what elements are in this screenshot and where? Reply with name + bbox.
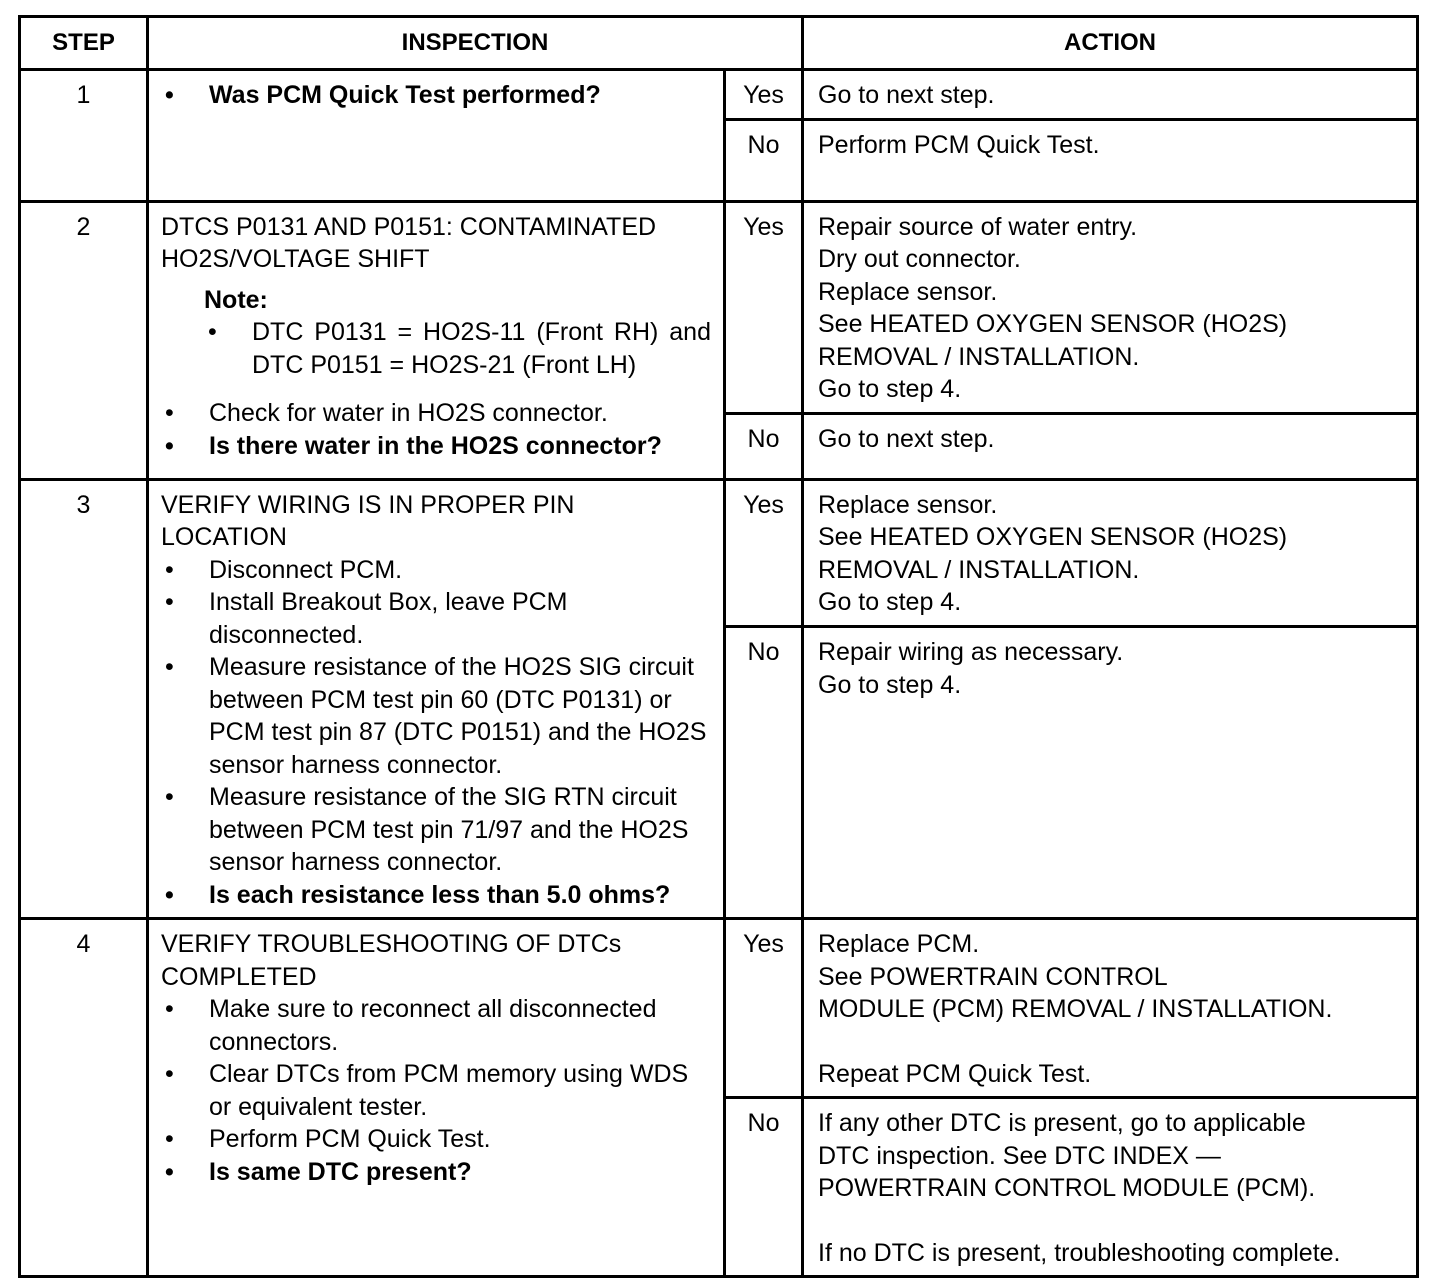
action-line: Go to step 4. — [818, 375, 962, 403]
action-line: See POWERTRAIN CONTROL — [818, 962, 1168, 991]
action-line: If no DTC is present, troubleshooting complete. — [818, 1238, 1341, 1267]
inspection-bullet: • Perform PCM Quick Test. — [161, 1123, 711, 1156]
step-number: 4 — [20, 919, 148, 1277]
spacer — [818, 1026, 1404, 1058]
title-line: COMPLETED — [161, 962, 317, 991]
step-2-yes-action — [803, 201, 1418, 413]
inspection-bullet: • Make sure to reconnect all disconnected connectors. — [161, 993, 711, 1058]
title-line: VERIFY TROUBLESHOOTING OF DTCs — [161, 930, 622, 958]
action-line: Go to step 4. — [818, 670, 962, 699]
no-label: No — [725, 413, 803, 479]
step-1-no-action — [803, 119, 1418, 201]
action-line: Replace sensor. — [818, 490, 998, 519]
action-line: MODULE (PCM) REMOVAL / INSTALLATION. — [818, 995, 1333, 1023]
header-step: STEP — [20, 17, 148, 70]
note-item: • DTC P0131 = HO2S-11 (Front RH) and DTC P0151 = HO2S-21 (Front LH) — [204, 316, 711, 381]
title-line: HO2S/VOLTAGE SHIFT — [161, 245, 430, 273]
yes-label: Yes — [725, 479, 803, 627]
yes-label: Yes — [725, 201, 803, 413]
inspection-bullet: • Measure resistance of the HO2S SIG circuit between PCM test pin 60 (DTC P0131) or PCM test pin 87 (DTC P0151) and the HO2S sensor harness connector. — [161, 651, 711, 781]
yes-label: Yes — [725, 70, 803, 120]
action-line: Repair wiring as necessary. — [818, 638, 1124, 667]
title-line: DTCS P0131 AND P0151: CONTAMINATED — [161, 212, 657, 241]
action-line: See HEATED OXYGEN SENSOR (HO2S) — [818, 310, 1288, 338]
action-line: Replace PCM. — [818, 930, 980, 958]
step-2-inspection — [148, 201, 725, 479]
inspection-bullet: • Measure resistance of the SIG RTN circuit between PCM test pin 71/97 and the HO2S sensor harness connector. — [161, 781, 711, 879]
header-action: ACTION — [803, 17, 1418, 70]
step-1-yes-row — [20, 70, 1418, 120]
title-line: VERIFY WIRING IS IN PROPER PIN — [161, 490, 575, 519]
step-3-yes-action — [803, 479, 1418, 627]
inspection-bullet: • Is each resistance less than 5.0 ohms? — [161, 879, 711, 912]
inspection-bullet: • Was PCM Quick Test performed? — [161, 79, 711, 112]
step-3-yes-row — [20, 479, 1418, 627]
note-label: Note: — [204, 285, 268, 314]
no-label: No — [725, 627, 803, 919]
step-3-no-action — [803, 627, 1418, 919]
step-number: 3 — [20, 479, 148, 919]
inspection-bullet: • Is same DTC present? — [161, 1156, 711, 1189]
action-line: POWERTRAIN CONTROL MODULE (PCM). — [818, 1174, 1316, 1202]
title-line: LOCATION — [161, 523, 287, 551]
action-line: Perform PCM Quick Test. — [818, 130, 1100, 159]
yes-label: Yes — [725, 919, 803, 1098]
step-4-yes-action — [803, 919, 1418, 1098]
inspection-bullet: • Install Breakout Box, leave PCM disconnected. — [161, 586, 711, 651]
inspection-bullet: • Check for water in HO2S connector. — [161, 397, 711, 430]
step-number: 2 — [20, 201, 148, 479]
action-line: Dry out connector. — [818, 245, 1021, 273]
action-line: Repair source of water entry. — [818, 212, 1138, 241]
action-line: Go to step 4. — [818, 588, 962, 616]
step-1-yes-action — [803, 70, 1418, 120]
no-label: No — [725, 1098, 803, 1277]
inspection-bullet: • Disconnect PCM. — [161, 554, 711, 587]
step-4-no-action — [803, 1098, 1418, 1277]
header-inspection: INSPECTION — [148, 17, 803, 70]
step-1-inspection — [148, 70, 725, 202]
inspection-bullet: • Clear DTCs from PCM memory using WDS or equivalent tester. — [161, 1058, 711, 1123]
spacer — [818, 1205, 1404, 1237]
action-line: Go to next step. — [818, 81, 995, 109]
spacer — [161, 381, 711, 397]
step-4-yes-row — [20, 919, 1418, 1098]
action-line: REMOVAL / INSTALLATION. — [818, 342, 1140, 371]
action-line: DTC inspection. See DTC INDEX — — [818, 1141, 1221, 1170]
step-4-inspection — [148, 919, 725, 1277]
step-number: 1 — [20, 70, 148, 202]
action-line: See HEATED OXYGEN SENSOR (HO2S) — [818, 523, 1288, 551]
step-3-inspection — [148, 479, 725, 919]
troubleshooting-table — [18, 15, 1419, 1278]
action-line: Go to next step. — [818, 424, 995, 453]
step-2-no-action — [803, 413, 1418, 479]
step-2-yes-row — [20, 201, 1418, 413]
action-line: Replace sensor. — [818, 277, 998, 306]
action-line: If any other DTC is present, go to applicable — [818, 1109, 1306, 1137]
inspection-bullet: • Is there water in the HO2S connector? — [161, 430, 711, 463]
action-line: REMOVAL / INSTALLATION. — [818, 555, 1140, 584]
action-line: Repeat PCM Quick Test. — [818, 1059, 1092, 1088]
no-label: No — [725, 119, 803, 201]
header-row — [20, 17, 1418, 70]
